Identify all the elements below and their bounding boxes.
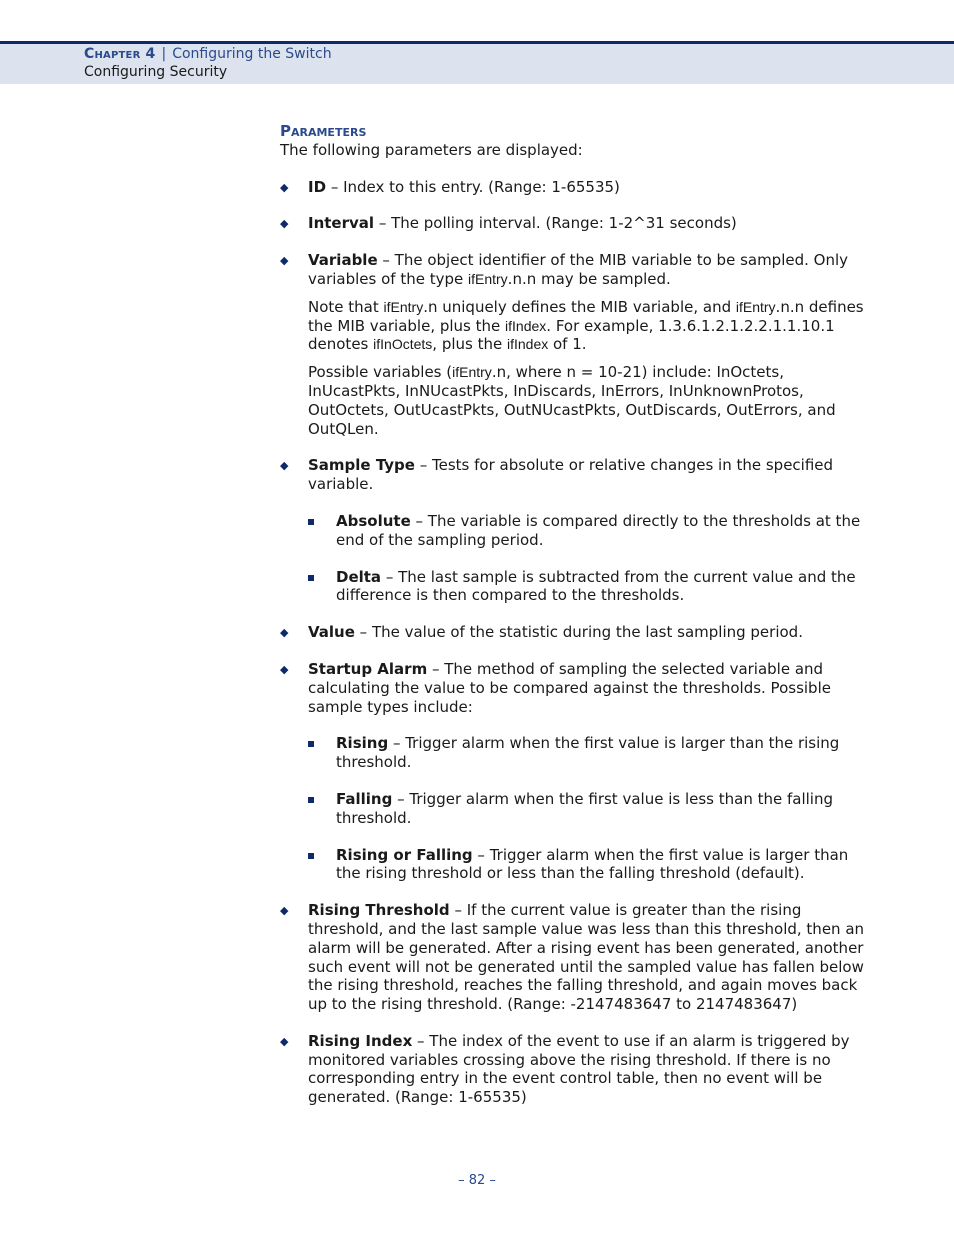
sub-item-rising-or-falling: Rising or Falling – Trigger alarm when the first value is larger than the rising threshold or less than the falling threshold (default). <box>308 846 870 884</box>
list-item-interval <box>280 214 870 233</box>
term: Rising Threshold <box>308 901 450 920</box>
section-header: Configuring Security <box>84 64 228 80</box>
diamond-bullet-icon: ◆ <box>280 217 289 231</box>
diamond-bullet-icon: ◆ <box>280 254 289 268</box>
diamond-bullet-icon: ◆ <box>280 1034 289 1048</box>
term: ID <box>308 177 327 196</box>
term: Value <box>308 623 355 642</box>
chapter-title: Configuring the Switch <box>172 46 332 62</box>
intro-text: The following parameters are displayed: <box>280 140 583 159</box>
description: – The method of sampling the selected variable and calculating the value to be compared against the thresholds. Possible sample types include: <box>308 659 831 716</box>
description: – The polling interval. (Range: 1-2^31 seconds) <box>374 214 737 233</box>
term: Interval <box>308 214 375 233</box>
list-item-rising-index <box>280 1032 870 1107</box>
term: Sample Type <box>308 456 415 475</box>
section-title: Parameters <box>280 122 367 140</box>
term: Rising Index <box>308 1031 413 1050</box>
term: Variable <box>308 251 378 270</box>
diamond-bullet-icon: ◆ <box>280 459 289 473</box>
description: – If the current value is greater than the rising threshold, and the last sample value was less than this threshold, then an alarm will be generated. After a rising event has been generated, another such event will not be generated until the sampled value has fallen below the rising threshold, reaches the falling threshold, and again moves back up to the rising threshold. (Range: -2147483647 to 2147483647) <box>308 901 865 1014</box>
list-item-sample-type <box>280 456 870 605</box>
diamond-bullet-icon: ◆ <box>280 662 289 676</box>
diamond-bullet-icon: ◆ <box>280 904 289 918</box>
chapter-label: Chapter 4 <box>84 46 156 62</box>
variable-note: Note that ifEntry.n uniquely defines the MIB variable, and ifEntry.n.n defines the MIB variable, plus the ifIndex. For example, 1.3.6.1.2.1.2.2.1.1.10.1 denotes ifInOctets, plus the ifIndex of 1. <box>308 297 864 354</box>
sub-item-delta: Delta – The last sample is subtracted from the current value and the difference is then compared to the thresholds. <box>308 568 870 606</box>
square-bullet-icon <box>308 741 314 747</box>
description: – Index to this entry. (Range: 1-65535) <box>326 177 620 196</box>
list-item-rising-threshold <box>280 901 870 1014</box>
term: Startup Alarm <box>308 659 428 678</box>
description: – The object identifier of the MIB variable to be sampled. Only variables of the type <box>308 251 849 288</box>
square-bullet-icon <box>308 853 314 859</box>
diamond-bullet-icon: ◆ <box>280 626 289 640</box>
page-number: – 82 – <box>458 1173 496 1188</box>
list-item-id <box>280 178 870 197</box>
possible-variables: Possible variables (ifEntry.n, where n = 10-21) include: InOctets, InUcastPkts, InNUcastPkts, InDiscards, InErrors, InUnknownProtos, OutOctets, OutUcastPkts, OutNUcastPkts, OutDiscards, OutErrors, and OutQLen. <box>308 363 836 438</box>
sub-item-falling: Falling – Trigger alarm when the first value is less than the falling threshold. <box>308 790 870 828</box>
diamond-bullet-icon: ◆ <box>280 180 289 194</box>
square-bullet-icon <box>308 575 314 581</box>
description: – Tests for absolute or relative changes in the specified variable. <box>308 456 834 494</box>
list-item-value <box>280 623 870 642</box>
description: .n.n may be sampled. <box>507 269 671 288</box>
main-content <box>280 122 870 1125</box>
sub-item-absolute: Absolute – The variable is compared directly to the thresholds at the end of the sampling period. <box>308 512 870 550</box>
square-bullet-icon <box>308 519 314 525</box>
square-bullet-icon <box>308 797 314 803</box>
code-term: ifEntry <box>467 270 508 287</box>
running-header <box>84 46 332 62</box>
list-item-variable <box>280 251 870 438</box>
sub-item-rising: Rising – Trigger alarm when the first value is larger than the rising threshold. <box>308 734 870 772</box>
description: – The index of the event to use if an alarm is triggered by monitored variables crossing above the rising threshold. If there is no corresponding entry in the event control table, then no event will be generated. (Range: 1-65535) <box>308 1031 850 1107</box>
list-item-startup-alarm <box>280 660 870 883</box>
description: – The value of the statistic during the last sampling period. <box>354 623 803 642</box>
header-separator: | <box>161 46 167 62</box>
